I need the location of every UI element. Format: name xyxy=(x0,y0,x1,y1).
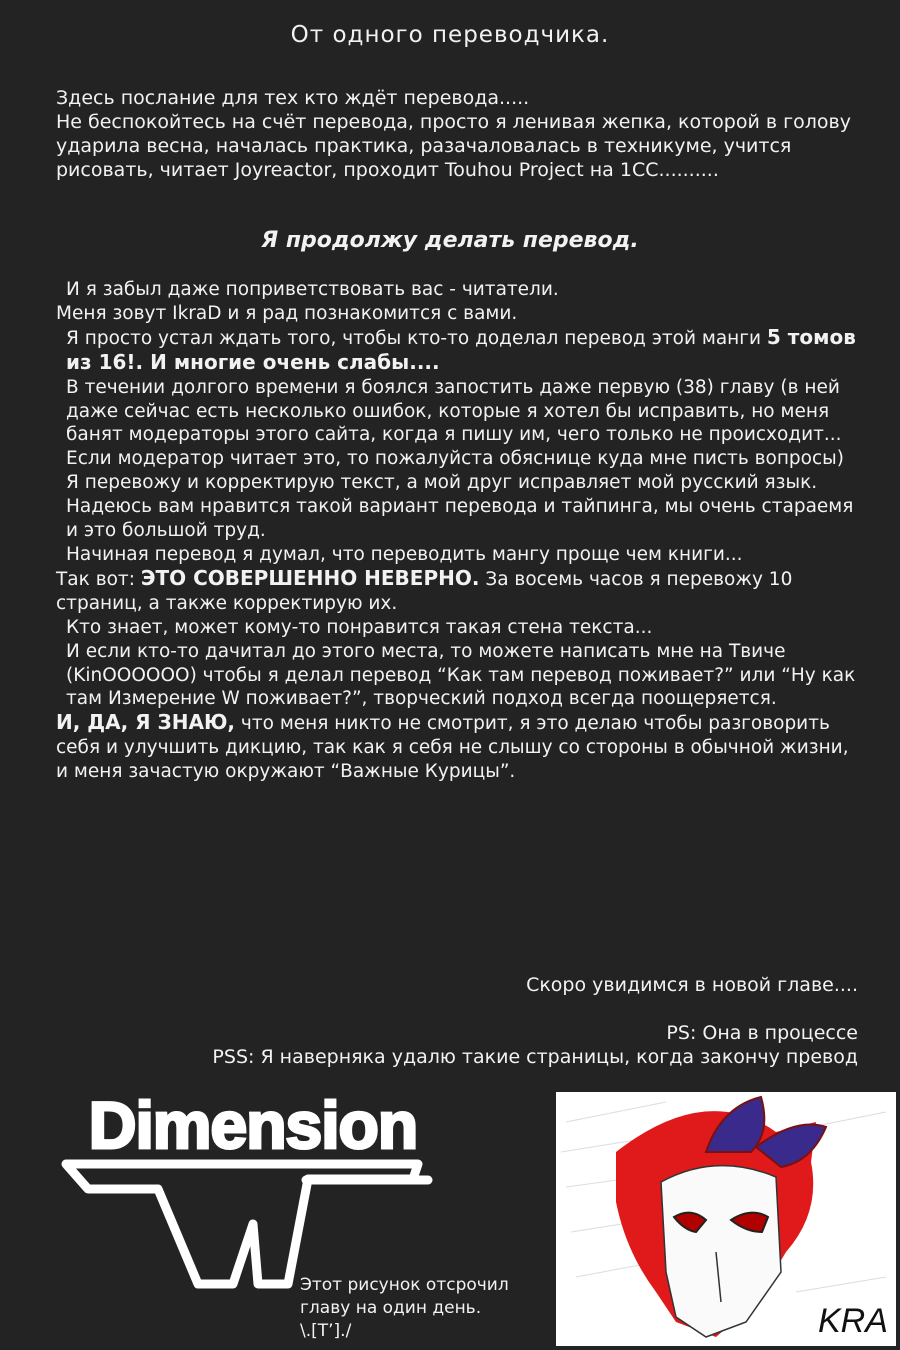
caption-face: \.[T’]./ xyxy=(300,1321,352,1341)
signoff: Скоро увидимся в новой главе.... xyxy=(526,974,858,996)
paragraph-know xyxy=(56,711,866,784)
know-end: что меня никто не смотрит, я это делаю чтобы разговорить себя и улучшить дикцию, так как я себя не слышу со стороны в обычной жизни, и меня зачастую окружают “Важные Курицы”. xyxy=(56,713,849,783)
paragraph-translation: Я перевожу и корректирую текст, а мой друг исправляет мой русский язык. xyxy=(66,472,818,494)
logo-wordmark: Dimension xyxy=(88,1088,418,1162)
hand-drawn-picture xyxy=(556,1092,896,1346)
ps-note: PS: Она в процессе xyxy=(666,1022,858,1044)
pss-note: PSS: Я наверняка удалю такие страницы, когда закончу превод xyxy=(212,1046,858,1068)
paragraph-name: Меня зовут IkraD и я рад познакомится с вами. xyxy=(56,302,518,324)
caption-line: главу на один день. xyxy=(300,1298,482,1318)
paragraph-twitch: И если кто-то дачитал до этого места, то можете написать мне на Твиче (KinOOOOOO) чтобы я делал перевод “Как там перевод поживает?” или “Ну как там Измерение W поживает?”, творческий подход всегда поощеряется. xyxy=(66,640,856,710)
know-start: И, ДА, xyxy=(56,710,136,735)
dimension-w-logo xyxy=(58,1084,448,1296)
intro-paragraph: Не беспокойтесь на счёт перевода, просто я ленивая жепка, которой в голову ударила весна, началась практика, разачаловалась в техникуме, учится рисовать, читает Joyreactor, проходит Touhou Project на 1CC.......... xyxy=(56,111,851,181)
page-title: От одного переводчика. xyxy=(290,22,610,48)
waiting-emphasis: 5 томов из 16!. И многие очень слабы.... xyxy=(66,324,856,374)
intro-message xyxy=(56,86,866,182)
waiting-text: Я просто устал ждать того, чтобы кто-то доделал перевод этой манги xyxy=(66,327,767,349)
paragraph-fear: В течении долгого времени я боялся запостить даже первую (38) главу (в ней даже сейчас есть несколько ошибок, которые я хотел бы исправить, но меня банят модераторы этого сайта, когда я пишу им, чего только не происходит... Если модератор читает это, то пожалуйста обяснице куда мне писть вопросы) xyxy=(66,376,844,470)
intro-line: Здесь послание для тех кто ждёт перевода..... xyxy=(56,87,530,109)
wrong-start: Так вот: xyxy=(56,568,141,590)
paragraph-hope: Надеюсь вам нравится такой вариант перевода и тайпинга, мы очень стараемя и это большой труд. xyxy=(66,496,854,542)
paragraph-waiting xyxy=(56,326,866,376)
message-body xyxy=(56,278,866,784)
paragraph-wall: Кто знает, может кому-то понравится такая стена текста... xyxy=(66,616,653,638)
know-emphasis: Я ЗНАЮ, xyxy=(135,710,236,735)
wrong-end: За восемь часов я перевожу 10 страниц, а также корректирую их. xyxy=(56,568,793,614)
paragraph-books: Начиная перевод я думал, что переводить мангу проще чем книги... xyxy=(66,543,743,565)
wrong-emphasis: ЭТО СОВЕРШЕННО НЕВЕРНО. xyxy=(140,565,480,590)
paragraph-wrong xyxy=(56,567,866,616)
drawing-art xyxy=(556,1092,896,1346)
subtitle: Я продолжу делать перевод. xyxy=(261,228,639,253)
w-emblem xyxy=(66,1164,428,1284)
caption-line: Этот рисунок отсрочил xyxy=(300,1275,509,1295)
picture-caption xyxy=(300,1274,550,1343)
paragraph-greeting: И я забыл даже поприветствовать вас - читатели. xyxy=(66,279,559,300)
logo-letter: W xyxy=(253,1084,254,1085)
signature: KRA xyxy=(818,1302,888,1340)
